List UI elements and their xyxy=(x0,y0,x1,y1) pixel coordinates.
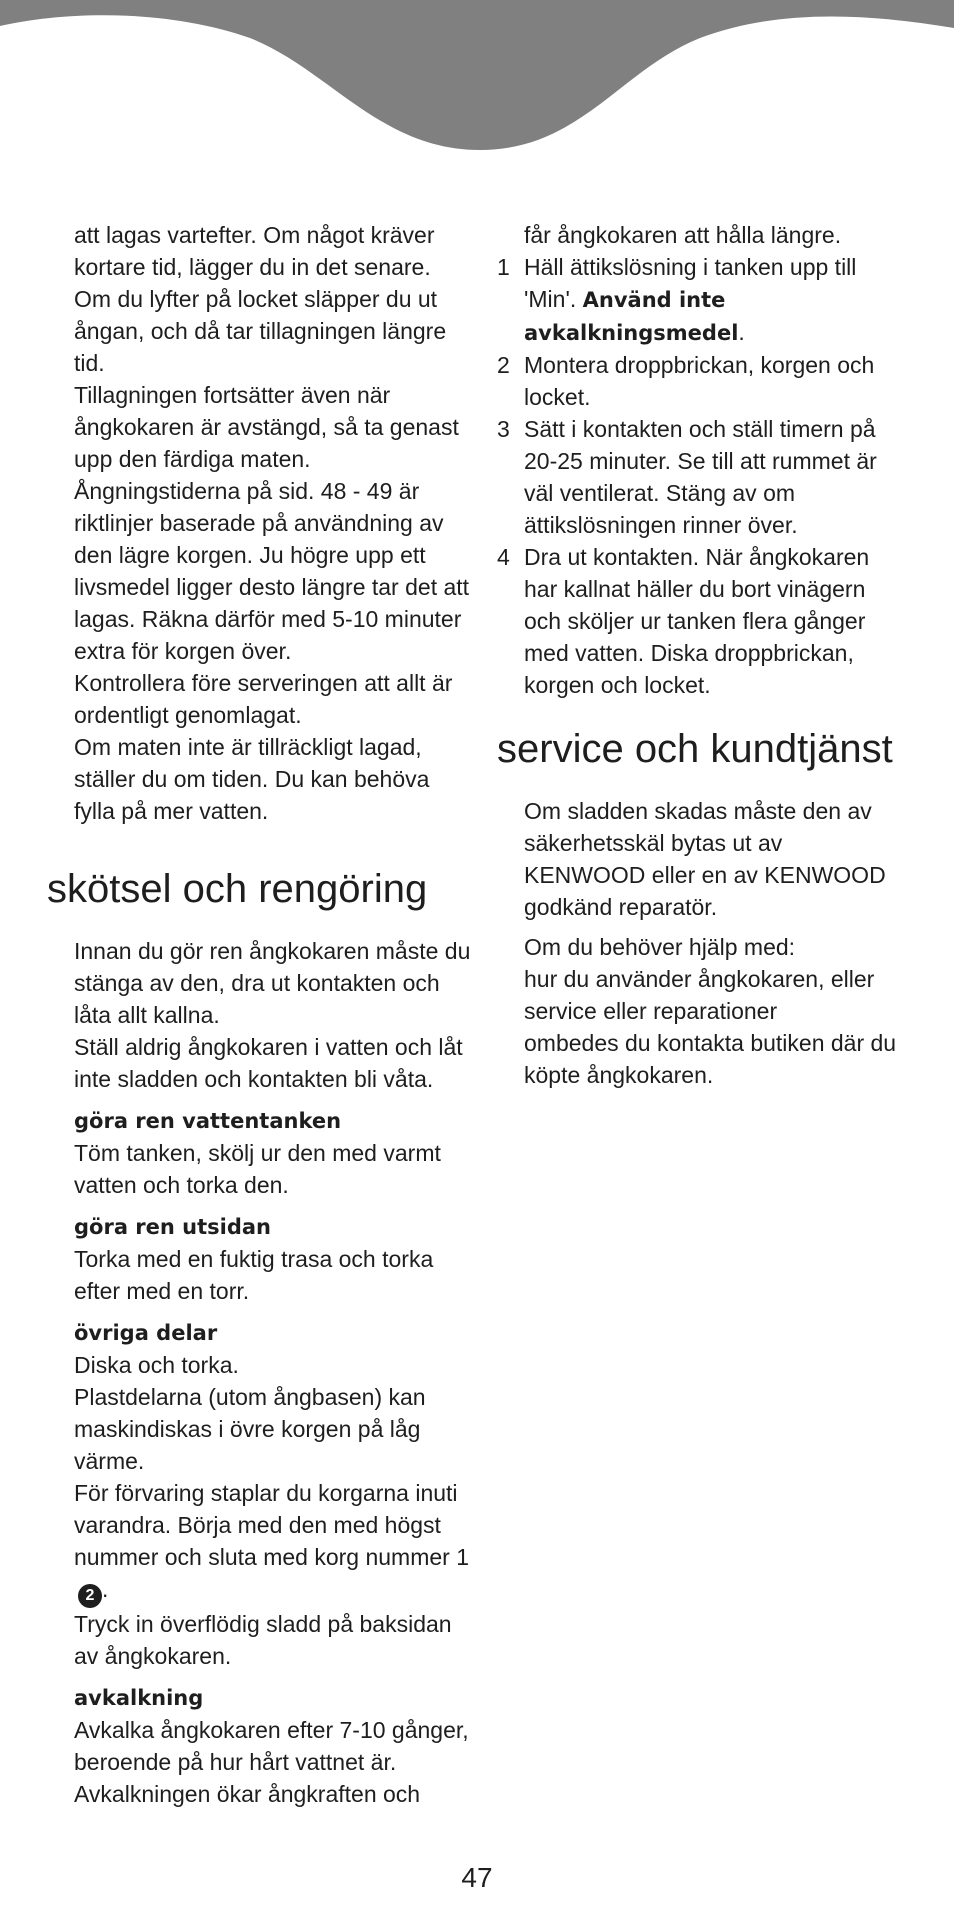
step-number: 4 xyxy=(497,544,510,570)
intro-paragraph: Kontrollera före serveringen att allt är ordentligt genomlagat. xyxy=(74,670,453,728)
right-column xyxy=(497,219,897,1091)
intro-paragraph: Ångningstiderna på sid. 48 - 49 är riktlinjer baserade på användning av den lägre korgen. Ju högre upp ett livsmedel ligger desto längre tar det att lagas. Räkna därför med 5-10 minuter extra för korgen över. xyxy=(74,478,470,664)
step-item xyxy=(497,413,897,541)
step-text-end: . xyxy=(738,319,745,345)
step-text-plain: Häll ättikslösning i tanken upp till 'Min'. xyxy=(524,254,857,312)
step-text-bold: Använd inte avkalkningsmedel xyxy=(524,288,739,345)
step-number: 1 xyxy=(497,254,510,280)
service-paragraph: Om sladden skadas måste den av säkerhetsskäl bytas ut av KENWOOD eller en av KENWOOD godkänd reparatör. xyxy=(524,798,886,920)
step-item xyxy=(497,541,897,701)
step-text: Sätt i kontakten och ställ timern på 20-25 minuter. Se till att rummet är väl ventilerat. Stäng av om ättikslösningen rinner över. xyxy=(524,416,877,538)
intro-paragraph: att lagas vartefter. Om något kräver kortare tid, lägger du in det senare. Om du lyfter på locket släpper du ut ångan, och då tar tillagningen längre tid. xyxy=(74,222,447,376)
outside-text: Torka med en fuktig trasa och torka efter med en torr. xyxy=(74,1246,434,1304)
other-parts-line: Tryck in överflödig sladd på baksidan av ångkokaren. xyxy=(74,1611,452,1669)
sentence-end: . xyxy=(102,1576,109,1602)
step-text xyxy=(524,251,897,349)
step-item xyxy=(497,251,897,349)
step-number: 3 xyxy=(497,416,510,442)
step-number: 2 xyxy=(497,352,510,378)
intro-paragraph: Om maten inte är tillräckligt lagad, ställer du om tiden. Du kan behöva fylla på mer vatten. xyxy=(74,734,430,824)
help-line: Om du behöver hjälp med: xyxy=(524,934,796,960)
help-block xyxy=(497,931,897,1091)
help-line: hur du använder ångkokaren, eller xyxy=(524,966,875,992)
other-parts-line: Plastdelarna (utom ångbasen) kan maskindiskas i övre korgen på låg värme. xyxy=(74,1384,426,1474)
subheading-outside: göra ren utsidan xyxy=(74,1215,271,1239)
step-text: Montera droppbrickan, korgen och locket. xyxy=(524,352,875,410)
care-paragraph: Ställ aldrig ångkokaren i vatten och låt inte sladden och kontakten bli våta. xyxy=(74,1034,463,1092)
section-title-service: service och kundtjänst xyxy=(497,727,893,771)
step-item xyxy=(497,349,897,413)
step-text: Dra ut kontakten. När ångkokaren har kallnat häller du bort vinägern och sköljer ur tanken flera gånger med vatten. Diska droppbrickan, korgen och locket. xyxy=(524,544,870,698)
continuation-text: får ångkokaren att hålla längre. xyxy=(524,222,842,248)
help-line: service eller reparationer xyxy=(524,998,778,1024)
care-paragraph: Innan du gör ren ångkokaren måste du stänga av den, dra ut kontakten och låta allt kallna. xyxy=(74,938,471,1028)
other-parts-line-text: För förvaring staplar du korgarna inuti varandra. Börja med den med högst nummer och sluta med korg nummer 1 xyxy=(74,1480,469,1570)
page-number: 47 xyxy=(461,1862,493,1893)
header-wave-decoration xyxy=(0,0,954,160)
other-parts-line: Diska och torka. xyxy=(74,1352,239,1378)
left-column xyxy=(47,219,474,1810)
other-parts-line xyxy=(74,1477,474,1608)
figure-number-badge: 2 xyxy=(78,1584,102,1608)
water-tank-text: Töm tanken, skölj ur den med varmt vatten och torka den. xyxy=(74,1140,441,1198)
intro-paragraph: Tillagningen fortsätter även när ångkokaren är avstängd, så ta genast upp den färdiga maten. xyxy=(74,382,459,472)
subheading-other-parts: övriga delar xyxy=(74,1321,218,1345)
help-line: ombedes du kontakta butiken där du köpte ångkokaren. xyxy=(524,1030,897,1088)
subheading-descaling: avkalkning xyxy=(74,1686,204,1710)
subheading-water-tank: göra ren vattentanken xyxy=(74,1109,342,1133)
section-title-care: skötsel och rengöring xyxy=(47,867,428,911)
descaling-text: Avkalka ångkokaren efter 7-10 gånger, beroende på hur hårt vattnet är. Avkalkningen ökar ångkraften och xyxy=(74,1717,469,1807)
descaling-steps xyxy=(497,251,897,701)
